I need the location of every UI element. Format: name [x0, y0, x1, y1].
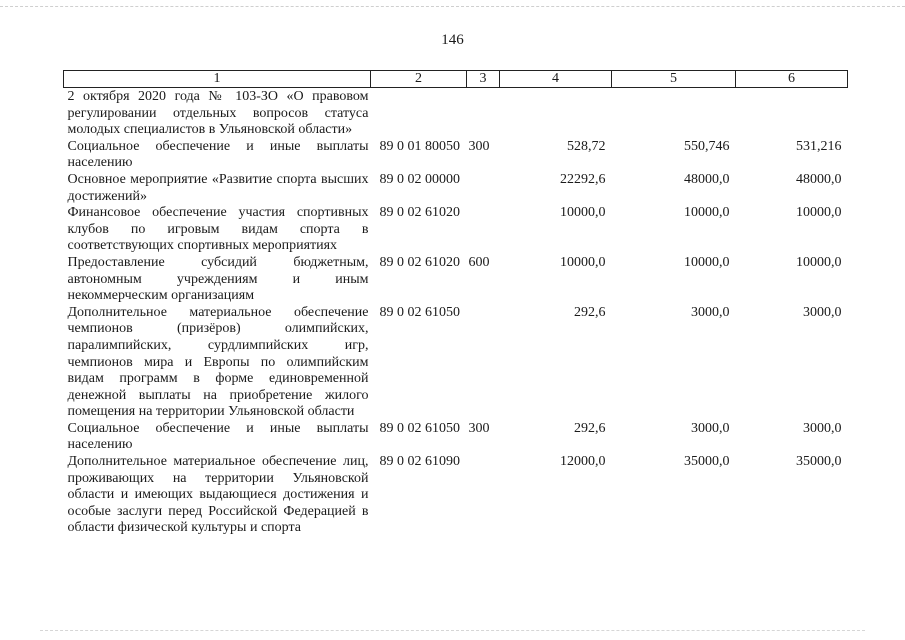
cell-value-3: 3000,0: [803, 420, 842, 436]
cell-value-1: 292,6: [574, 420, 606, 436]
column-header-1: 1: [64, 71, 371, 88]
cell-value-3: 10000,0: [796, 205, 842, 221]
table-body: [64, 88, 848, 538]
cell-value-3: 531,216: [796, 138, 842, 154]
cell-value-2: 10000,0: [684, 205, 730, 221]
cell-name: Дополнительное материальное обеспечение лиц, проживающих на территории Ульяновской области и имеющих выдающиеся достижения и особые заслуги перед Российской Федерацией в области физической культуры и спорта: [67, 454, 369, 536]
cell-value-2: 48000,0: [684, 171, 730, 187]
cell-name: Дополнительное материальное обеспечение чемпионов (призёров) олимпийских, паралимпийских, сурдлимпийских игр, чемпионов мира и Европы по олимпийским видам программ в форме единовременной денежной выплаты на приобретение жилого помещения на территории Ульяновской области: [67, 304, 369, 420]
table-row: [64, 205, 848, 255]
cell-value-3: 10000,0: [796, 254, 842, 270]
cell-value-1: 528,72: [567, 138, 606, 154]
table-row: [64, 454, 848, 537]
table-row: [64, 139, 848, 172]
cell-name: Социальное обеспечение и иные выплаты населению: [67, 138, 369, 171]
column-header-4: 4: [500, 71, 612, 88]
budget-table: [63, 70, 848, 537]
scan-edge-bottom: [40, 630, 865, 631]
cell-value-1: 10000,0: [560, 205, 606, 221]
cell-value-3: 48000,0: [796, 171, 842, 187]
table-row: [64, 255, 848, 305]
cell-value-2: 35000,0: [684, 454, 730, 470]
cell-expense-type: [467, 172, 500, 205]
cell-code: 89 0 01 80050: [379, 138, 460, 154]
cell-code: 89 0 02 61090: [379, 454, 460, 470]
cell-value-2: [612, 89, 736, 139]
cell-code: [371, 89, 467, 139]
cell-value-1: [500, 89, 612, 139]
cell-code: 89 0 02 00000: [379, 171, 460, 187]
table-row: [64, 421, 848, 454]
cell-code: 89 0 02 61050: [379, 304, 460, 320]
column-header-3: 3: [467, 71, 500, 88]
cell-code: 89 0 02 61050: [379, 420, 460, 436]
cell-expense-type: [467, 305, 500, 421]
cell-value-1: 12000,0: [560, 454, 606, 470]
table-row: [64, 172, 848, 205]
scan-edge-top: [0, 6, 905, 7]
cell-expense-type: 300: [468, 420, 490, 436]
cell-name: Предоставление субсидий бюджетным, автономным учреждениям и иным некоммерческим организациям: [67, 254, 369, 304]
table-row: [64, 89, 848, 139]
cell-name: Основное мероприятие «Развитие спорта высших достижений»: [67, 171, 369, 204]
cell-value-3: [736, 89, 848, 139]
column-header-2: 2: [371, 71, 467, 88]
cell-expense-type: [467, 205, 500, 255]
table-row: [64, 305, 848, 421]
column-header-6: 6: [736, 71, 848, 88]
cell-value-2: 10000,0: [684, 254, 730, 270]
cell-expense-type: [467, 89, 500, 139]
cell-name: 2 октября 2020 года № 103-ЗО «О правовом регулировании отдельных вопросов статуса молодых специалистов в Ульяновской области»: [67, 89, 369, 138]
cell-name: Социальное обеспечение и иные выплаты населению: [67, 420, 369, 453]
cell-expense-type: 300: [468, 138, 490, 154]
cell-value-3: 3000,0: [803, 304, 842, 320]
cell-value-1: 292,6: [574, 304, 606, 320]
cell-expense-type: [467, 454, 500, 537]
cell-value-3: 35000,0: [796, 454, 842, 470]
page-number: 146: [441, 32, 464, 48]
cell-name: Финансовое обеспечение участия спортивных клубов по игровым видам спорта в соответствующих спортивных мероприятиях: [67, 205, 369, 254]
column-header-5: 5: [612, 71, 736, 88]
cell-value-1: 10000,0: [560, 254, 606, 270]
cell-expense-type: 600: [468, 254, 490, 270]
header-row: [64, 71, 848, 88]
cell-value-2: 550,746: [684, 138, 730, 154]
table-header: [64, 71, 848, 88]
cell-value-2: 3000,0: [691, 304, 730, 320]
cell-code: 89 0 02 61020: [379, 254, 460, 270]
cell-value-2: 3000,0: [691, 420, 730, 436]
cell-code: 89 0 02 61020: [379, 205, 460, 221]
cell-value-1: 22292,6: [560, 171, 606, 187]
